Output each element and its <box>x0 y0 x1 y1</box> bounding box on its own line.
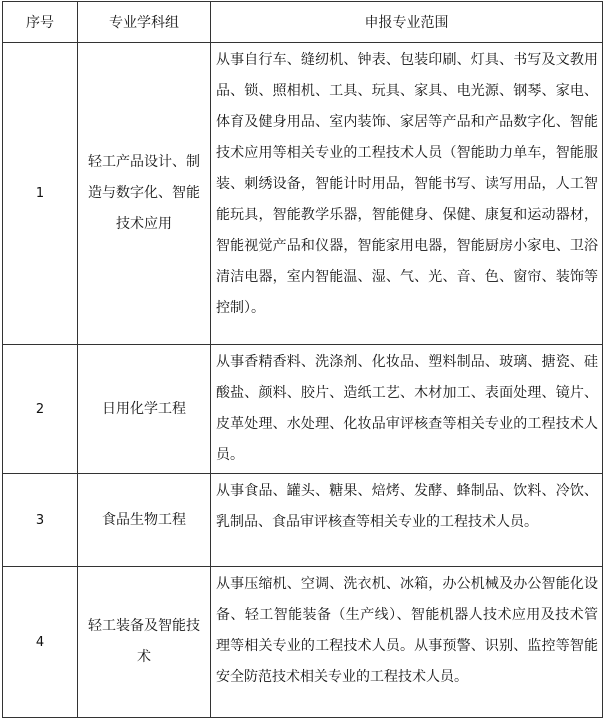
row-scope: 从事食品、罐头、糖果、焙烤、发酵、蜂制品、饮料、冷饮、乳制品、食品审评核查等相关专业的工程技术人员。 <box>211 474 603 567</box>
table-row <box>3 474 603 567</box>
row-scope: 从事香精香料、洗涤剂、化妆品、塑料制品、玻璃、搪瓷、硅酸盐、颜料、胶片、造纸工艺、木材加工、表面处理、镜片、皮革处理、水处理、化妆品审评核查等相关专业的工程技术人员。 <box>211 345 603 474</box>
row-no: 1 <box>3 43 78 345</box>
table-row <box>3 567 603 718</box>
header-no: 序号 <box>3 2 78 43</box>
professional-scope-table <box>2 1 603 718</box>
row-no: 4 <box>3 567 78 718</box>
table-row <box>3 43 603 345</box>
row-group: 轻工装备及智能技术 <box>78 567 211 718</box>
row-group: 轻工产品设计、制造与数字化、智能技术应用 <box>78 43 211 345</box>
row-scope: 从事压缩机、空调、洗衣机、冰箱，办公机械及办公智能化设备、轻工智能装备（生产线）、智能机器人技术应用及技术管理等相关专业的工程技术人员。从事预警、识别、监控等智能安全防范技术相关专业的工程技术人员。 <box>211 567 603 718</box>
table-row <box>3 345 603 474</box>
row-group: 日用化学工程 <box>78 345 211 474</box>
row-scope: 从事自行车、缝纫机、钟表、包装印刷、灯具、书写及文教用品、锁、照相机、工具、玩具、家具、电光源、钢琴、家电、体育及健身用品、室内装饰、家居等产品和产品数字化、智能技术应用等相关专业的工程技术人员（智能助力单车，智能服装、刺绣设备，智能计时用品，智能书写、读写用品，人工智能玩具，智能教学乐器，智能健身、保健、康复和运动器材，智能视觉产品和仪器，智能家用电器，智能厨房小家电、卫浴清洁电器，室内智能温、湿、气、光、音、色、窗帘、装饰等控制）。 <box>211 43 603 345</box>
header-group: 专业学科组 <box>78 2 211 43</box>
row-no: 3 <box>3 474 78 567</box>
row-group: 食品生物工程 <box>78 474 211 567</box>
row-no: 2 <box>3 345 78 474</box>
header-row <box>3 2 603 43</box>
header-scope: 申报专业范围 <box>211 2 603 43</box>
